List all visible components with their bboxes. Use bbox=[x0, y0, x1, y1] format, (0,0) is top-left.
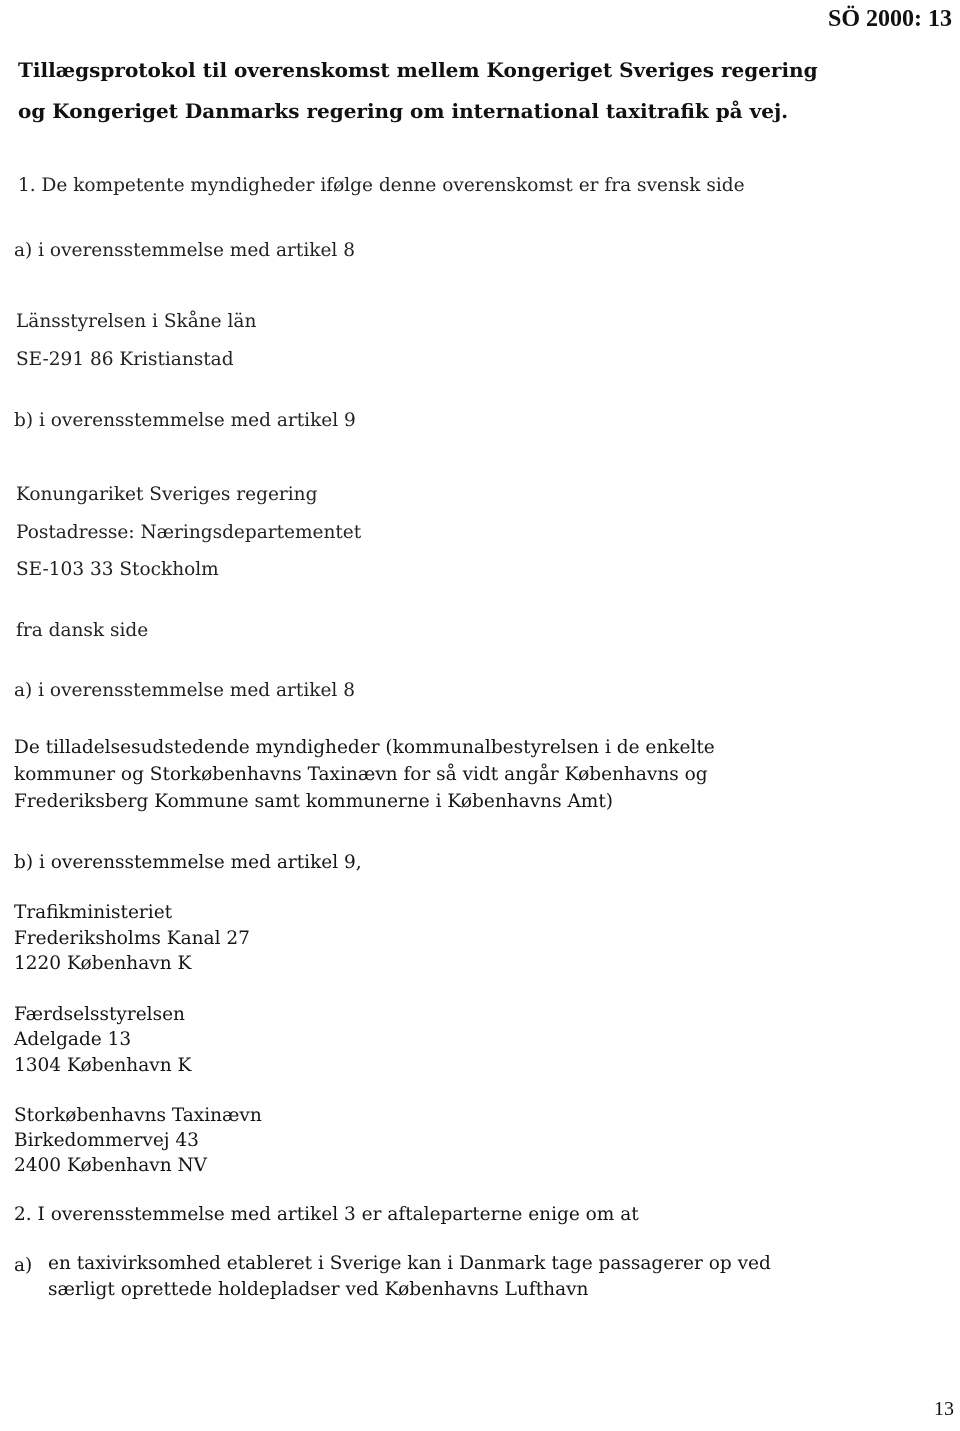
denmark-address-line: 1304 København K bbox=[14, 1055, 192, 1076]
document-reference: SÖ 2000: 13 bbox=[827, 6, 952, 32]
denmark-address-line: Storkøbenhavns Taxinævn bbox=[14, 1105, 262, 1126]
sweden-a-address-line: SE-291 86 Kristianstad bbox=[16, 349, 234, 370]
title-line-1: Tillægsprotokol til overenskomst mellem Kongeriget Sveriges regering bbox=[18, 58, 818, 82]
sweden-b-address-line: Konungariket Sveriges regering bbox=[16, 484, 318, 505]
denmark-address-line: Trafikministeriet bbox=[14, 902, 173, 923]
section-2-intro: 2. I overensstemmelse med artikel 3 er aftaleparterne enige om at bbox=[14, 1204, 639, 1225]
denmark-address-line: Birkedommervej 43 bbox=[14, 1130, 199, 1151]
sweden-a-address-line: Länsstyrelsen i Skåne län bbox=[16, 311, 257, 332]
denmark-address-line: 1220 København K bbox=[14, 953, 192, 974]
section-2-a-text-line: en taxivirksomhed etableret i Sverige kan i Danmark tage passagerer op ved bbox=[48, 1253, 771, 1274]
denmark-a-text-line: De tilladelsesudstedende myndigheder (kommunalbestyrelsen i de enkelte bbox=[14, 737, 715, 758]
denmark-address-line: 2400 København NV bbox=[14, 1155, 208, 1176]
sweden-b-label: b) i overensstemmelse med artikel 9 bbox=[14, 410, 356, 431]
sweden-b-address-line: Postadresse: Næringsdepartementet bbox=[16, 522, 362, 543]
denmark-a-text-line: Frederiksberg Kommune samt kommunerne i Københavns Amt) bbox=[14, 791, 614, 812]
sweden-a-label: a) i overensstemmelse med artikel 8 bbox=[14, 240, 355, 261]
title-line-2: og Kongeriget Danmarks regering om international taxitrafik på vej. bbox=[18, 99, 789, 123]
denmark-a-label: a) i overensstemmelse med artikel 8 bbox=[14, 680, 355, 701]
sweden-b-address-line: SE-103 33 Stockholm bbox=[16, 559, 219, 580]
page-number: 13 bbox=[934, 1398, 954, 1420]
section-2-a-text-line: særligt oprettede holdepladser ved Københavns Lufthavn bbox=[48, 1279, 589, 1300]
danish-side-intro: fra dansk side bbox=[16, 620, 149, 641]
section-1-intro: 1. De kompetente myndigheder ifølge denne overenskomst er fra svensk side bbox=[18, 175, 745, 196]
denmark-a-text-line: kommuner og Storkøbenhavns Taxinævn for så vidt angår Københavns og bbox=[14, 764, 708, 785]
denmark-address-line: Færdselsstyrelsen bbox=[14, 1004, 185, 1025]
denmark-address-line: Frederiksholms Kanal 27 bbox=[14, 928, 250, 949]
denmark-b-label: b) i overensstemmelse med artikel 9, bbox=[14, 852, 362, 873]
section-2-a-marker: a) bbox=[14, 1255, 33, 1276]
denmark-address-line: Adelgade 13 bbox=[14, 1029, 132, 1050]
